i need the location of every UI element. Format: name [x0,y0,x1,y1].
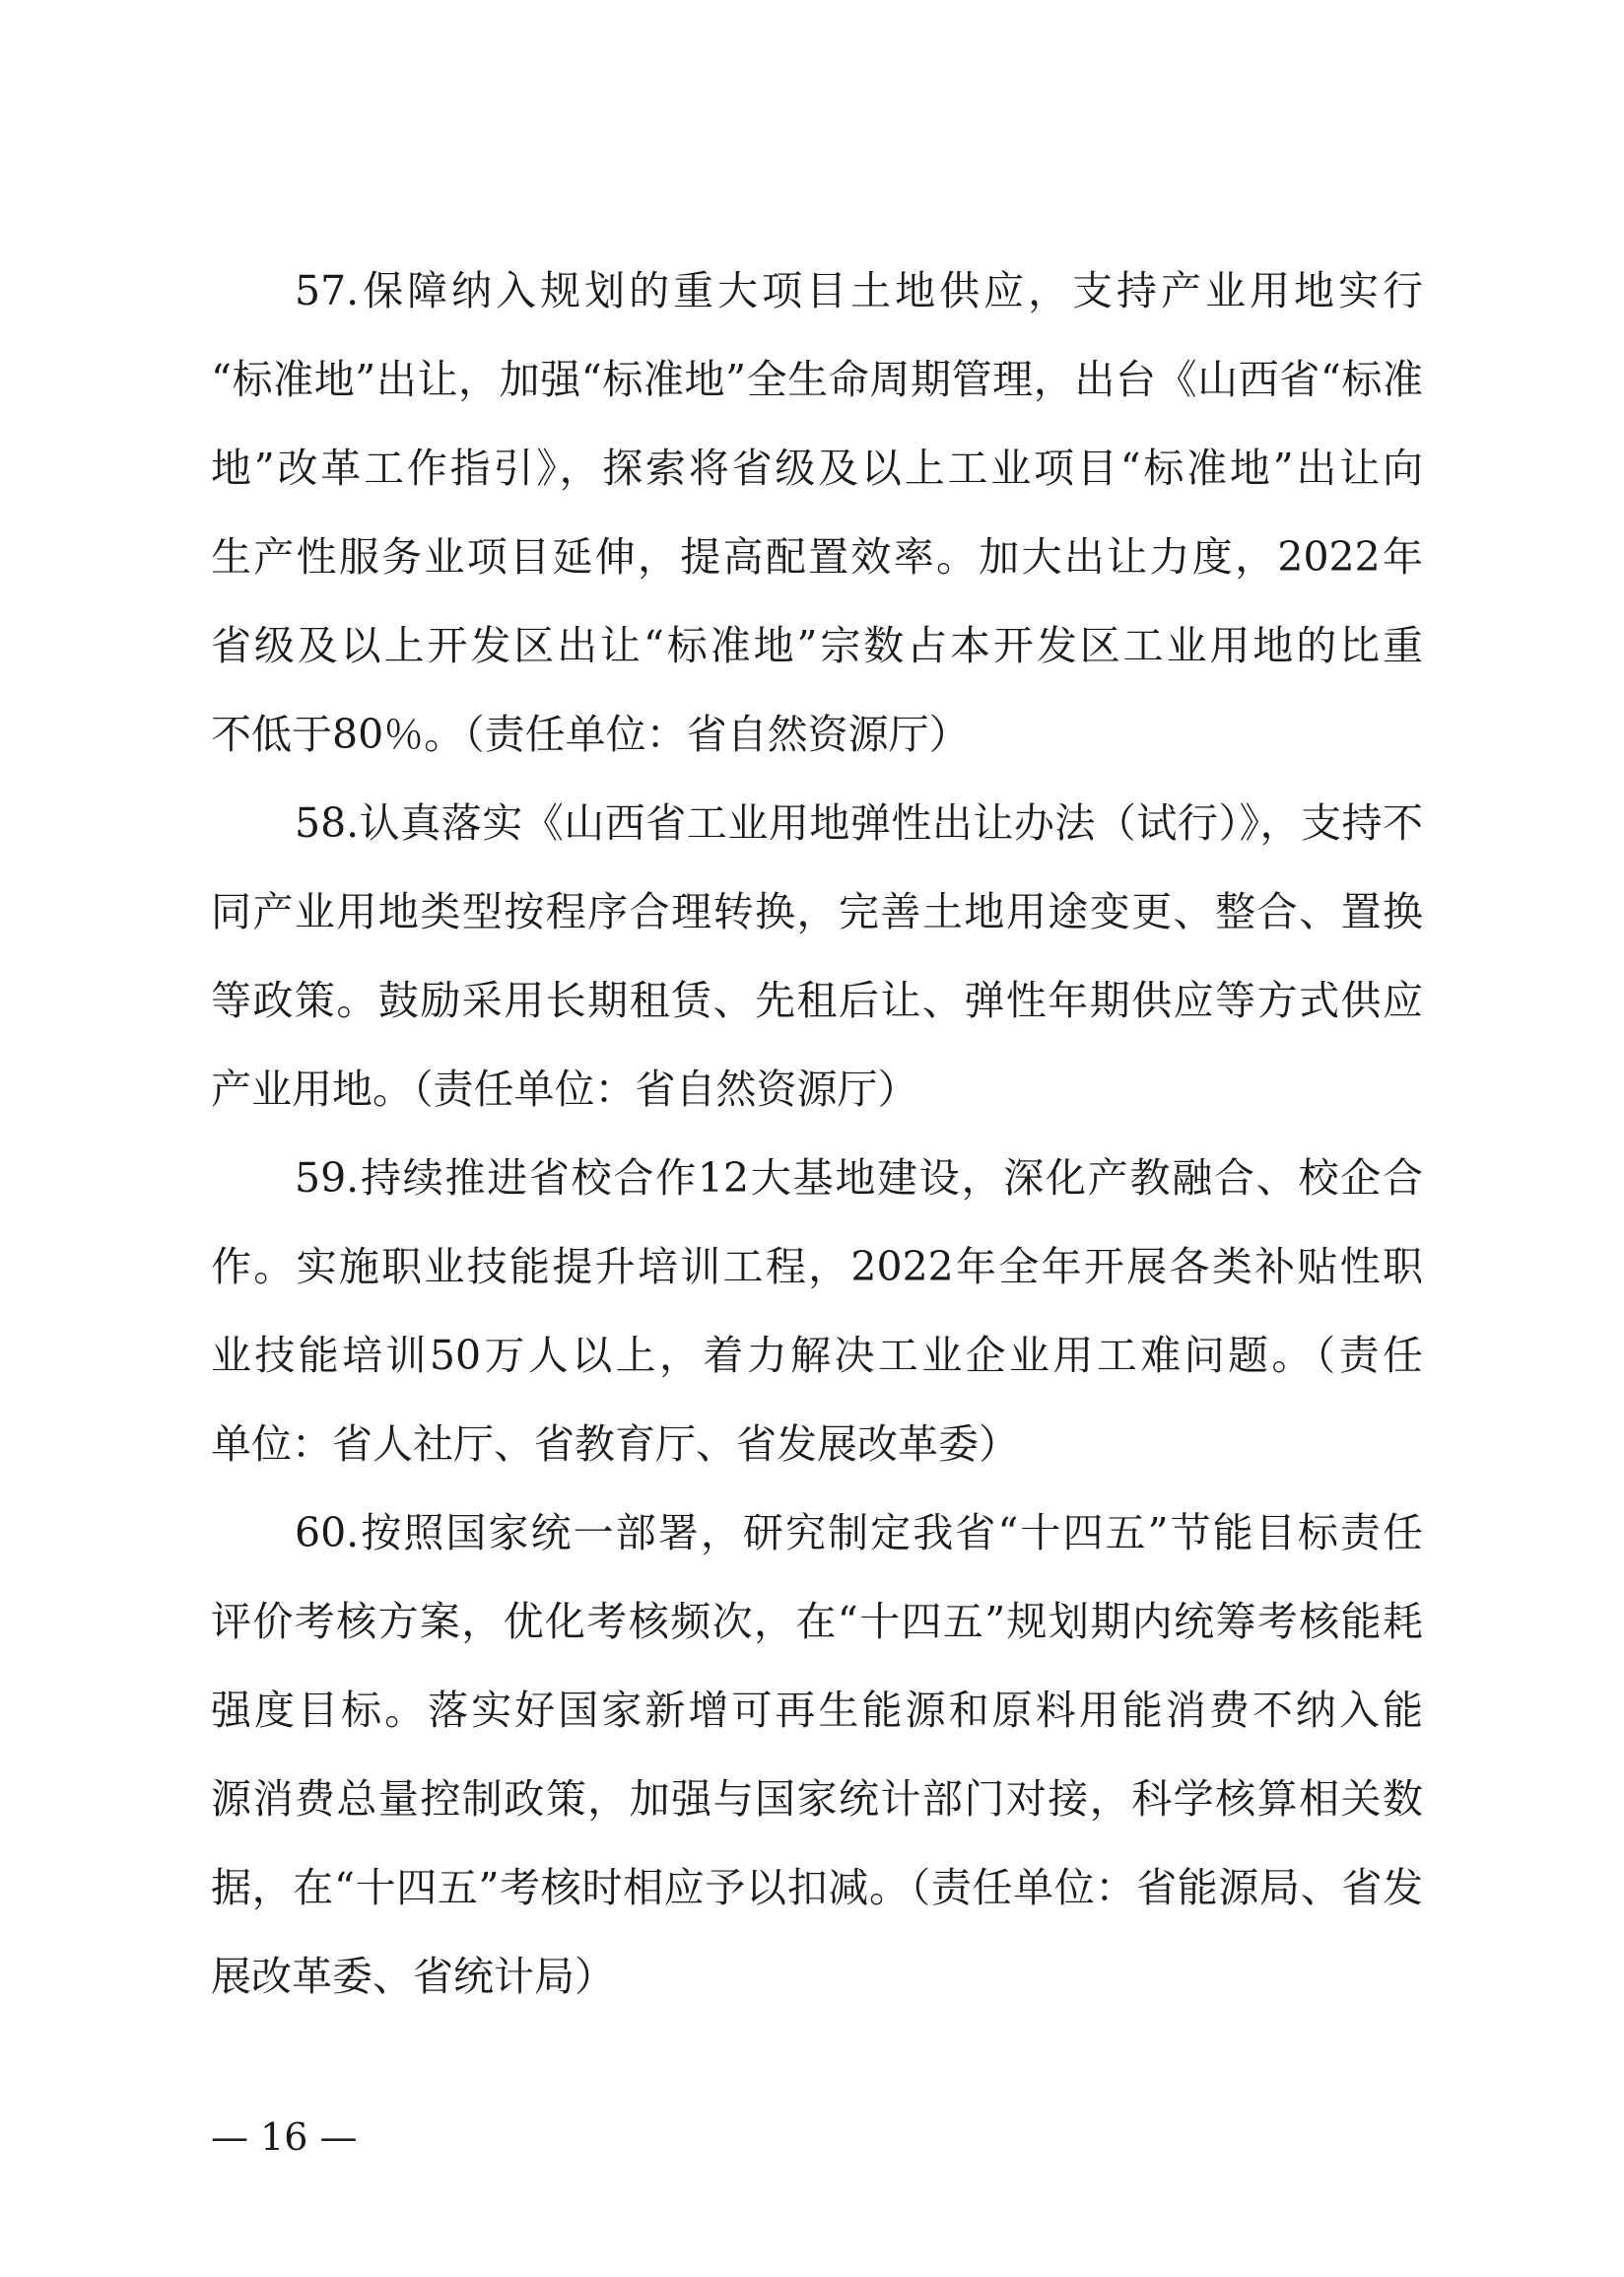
paragraph-57-line-4: 生产性服务业项目延伸，提高配置效率。加大出让力度，2022年 [211,533,1423,581]
paragraph-58-line-2: 同产业用地类型按程序合理转换，完善土地用途变更、整合、置换 [211,888,1423,935]
paragraph-58-line-1: 58.认真落实《山西省工业用地弹性出让办法（试行）》，支持不 [295,799,1423,847]
paragraph-58-line-4: 产业用地。（责任单位：省自然资源厅） [211,1066,918,1113]
paragraph-57-line-6: 不低于80％。（责任单位：省自然资源厅） [211,711,970,758]
paragraph-60-line-3: 强度目标。落实好国家新增可再生能源和原料用能消费不纳入能 [211,1687,1423,1734]
paragraph-59-line-1: 59.持续推进省校合作12大基地建设，深化产教融合、校企合 [295,1154,1423,1202]
paragraph-59-line-2: 作。实施职业技能提升培训工程，2022年全年开展各类补贴性职 [211,1243,1423,1290]
paragraph-58-line-3: 等政策。鼓励采用长期租赁、先租后让、弹性年期供应等方式供应 [211,977,1423,1024]
paragraph-60-line-4: 源消费总量控制政策，加强与国家统计部门对接，科学核算相关数 [211,1775,1423,1823]
paragraph-57-line-1: 57.保障纳入规划的重大项目土地供应，支持产业用地实行 [295,267,1423,314]
paragraph-57-line-3: 地”改革工作指引》，探索将省级及以上工业项目“标准地”出让向 [211,445,1423,492]
page-number: — 16 — [211,2115,358,2159]
paragraph-57-line-5: 省级及以上开发区出让“标准地”宗数占本开发区工业用地的比重 [211,622,1423,669]
paragraph-59-line-4: 单位：省人社厅、省教育厅、省发展改革委） [211,1420,1019,1468]
paragraph-60-line-2: 评价考核方案，优化考核频次，在“十四五”规划期内统筹考核能耗 [211,1598,1423,1645]
paragraph-60-line-5: 据，在“十四五”考核时相应予以扣减。（责任单位：省能源局、省发 [211,1864,1423,1911]
paragraph-60-line-6: 展改革委、省统计局） [211,1953,615,2000]
paragraph-57-line-2: “标准地”出让，加强“标准地”全生命周期管理，出台《山西省“标准 [211,356,1423,403]
paragraph-59-line-3: 业技能培训50万人以上，着力解决工业企业用工难问题。（责任 [211,1332,1423,1379]
paragraph-60-line-1: 60.按照国家统一部署，研究制定我省“十四五”节能目标责任 [295,1509,1423,1556]
